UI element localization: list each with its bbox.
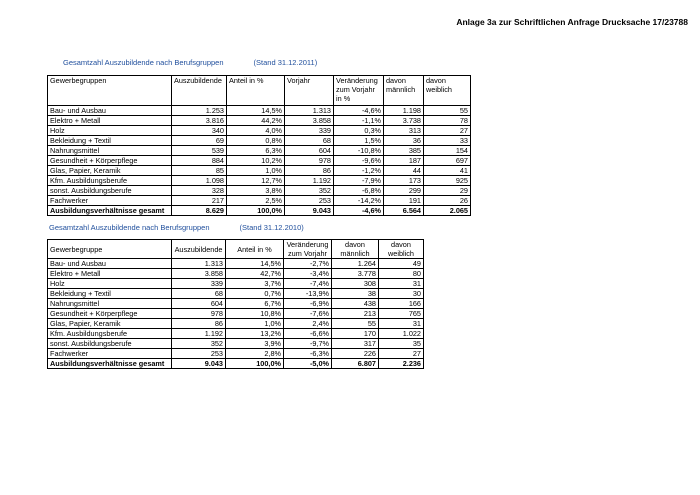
table-cell: 0,7% <box>226 289 284 299</box>
table-cell: -13,9% <box>284 289 332 299</box>
header-row <box>48 240 424 259</box>
table-row <box>48 279 424 289</box>
total-cell: 6.564 <box>384 206 424 216</box>
table-cell: 2,4% <box>284 319 332 329</box>
table-cell: 44,2% <box>227 116 285 126</box>
table-cell: 55 <box>332 319 379 329</box>
table-cell: 4,0% <box>227 126 285 136</box>
column-header: davon weiblich <box>379 240 424 259</box>
table-row <box>48 329 424 339</box>
table-row <box>48 176 471 186</box>
table-cell: -6,8% <box>334 186 384 196</box>
table-row <box>48 126 471 136</box>
table-cell: -9,6% <box>334 156 384 166</box>
table-cell: 187 <box>384 156 424 166</box>
total-cell: 8.629 <box>172 206 227 216</box>
table-cell: 1,0% <box>227 166 285 176</box>
table-cell: 33 <box>424 136 471 146</box>
table-cell: 978 <box>285 156 334 166</box>
table-cell: -10,8% <box>334 146 384 156</box>
column-header: Anteil in % <box>226 240 284 259</box>
table-cell: 3.858 <box>285 116 334 126</box>
table-cell: 3.816 <box>172 116 227 126</box>
column-header: Veränderung zum Vorjahr <box>284 240 332 259</box>
table-cell: 328 <box>172 186 227 196</box>
table-cell: 78 <box>424 116 471 126</box>
total-cell: -4,6% <box>334 206 384 216</box>
table-cell: 1.313 <box>172 259 226 269</box>
table-row <box>48 186 471 196</box>
total-cell: 100,0% <box>226 359 284 369</box>
column-header: davon männlich <box>332 240 379 259</box>
table-cell: 86 <box>172 319 226 329</box>
column-header: Gewerbegruppe <box>48 240 172 259</box>
table-cell: 13,2% <box>226 329 284 339</box>
table-2010-title: Gesamtzahl Auszubildende nach Berufsgruppen <box>49 223 210 232</box>
table-cell: 0,3% <box>334 126 384 136</box>
table-row <box>48 309 424 319</box>
table-cell: 299 <box>384 186 424 196</box>
table-cell: 12,7% <box>227 176 285 186</box>
table-cell: 49 <box>379 259 424 269</box>
total-cell: 9.043 <box>285 206 334 216</box>
table-2010-caption <box>49 223 304 232</box>
row-label: Bekleidung + Textil <box>48 136 172 146</box>
table-cell: 3.738 <box>384 116 424 126</box>
total-label: Ausbildungsverhältnisse gesamt <box>48 359 172 369</box>
row-label: Kfm. Ausbildungsberufe <box>48 329 172 339</box>
total-cell: 2.236 <box>379 359 424 369</box>
table-cell: -4,6% <box>334 106 384 116</box>
total-cell: 6.807 <box>332 359 379 369</box>
table-cell: 226 <box>332 349 379 359</box>
row-label: Bau- und Ausbau <box>48 106 172 116</box>
row-label: Glas, Papier, Keramik <box>48 319 172 329</box>
table-cell: -7,6% <box>284 309 332 319</box>
table-row <box>48 146 471 156</box>
table-row <box>48 289 424 299</box>
table-cell: 3,7% <box>226 279 284 289</box>
table-cell: 26 <box>424 196 471 206</box>
table-2011-title: Gesamtzahl Auszubildende nach Berufsgruppen <box>63 58 224 67</box>
table-cell: -3,4% <box>284 269 332 279</box>
table-cell: 3,9% <box>226 339 284 349</box>
table-cell: 55 <box>424 106 471 116</box>
table-cell: 539 <box>172 146 227 156</box>
table-cell: 36 <box>384 136 424 146</box>
table-cell: -7,4% <box>284 279 332 289</box>
table-cell: 42,7% <box>226 269 284 279</box>
table-cell: -7,9% <box>334 176 384 186</box>
table-cell: 10,2% <box>227 156 285 166</box>
table-row <box>48 116 471 126</box>
table-cell: 85 <box>172 166 227 176</box>
row-label: Holz <box>48 279 172 289</box>
table-cell: 385 <box>384 146 424 156</box>
row-label: Gesundheit + Körperpflege <box>48 309 172 319</box>
table-2011-stand: (Stand 31.12.2011) <box>253 58 318 67</box>
row-label: Kfm. Ausbildungsberufe <box>48 176 172 186</box>
column-header: Anteil in % <box>227 76 285 106</box>
table-row <box>48 106 471 116</box>
table-cell: -2,7% <box>284 259 332 269</box>
table-cell: 308 <box>332 279 379 289</box>
table-cell: 340 <box>172 126 227 136</box>
table-row <box>48 136 471 146</box>
table-cell: 3,8% <box>227 186 285 196</box>
table-cell: -14,2% <box>334 196 384 206</box>
table-row <box>48 259 424 269</box>
table-cell: 27 <box>379 349 424 359</box>
total-cell: 2.065 <box>424 206 471 216</box>
total-label: Ausbildungsverhältnisse gesamt <box>48 206 172 216</box>
table-cell: -1,1% <box>334 116 384 126</box>
row-label: Fachwerker <box>48 349 172 359</box>
table-cell: 213 <box>332 309 379 319</box>
column-header: Auszubildende <box>172 240 226 259</box>
table-cell: 253 <box>172 349 226 359</box>
table-cell: 80 <box>379 269 424 279</box>
table-cell: -1,2% <box>334 166 384 176</box>
table-cell: 6,7% <box>226 299 284 309</box>
table-cell: 1.192 <box>172 329 226 339</box>
table-row <box>48 319 424 329</box>
table-cell: 2,5% <box>227 196 285 206</box>
table-cell: 14,5% <box>226 259 284 269</box>
table-cell: 438 <box>332 299 379 309</box>
table-cell: 27 <box>424 126 471 136</box>
column-header: Auszubildende <box>172 76 227 106</box>
table-cell: 1.198 <box>384 106 424 116</box>
table-2011-caption <box>63 58 317 67</box>
table-cell: 38 <box>332 289 379 299</box>
column-header: Vorjahr <box>285 76 334 106</box>
total-row <box>48 359 424 369</box>
row-label: Nahrungsmittel <box>48 299 172 309</box>
table-cell: 173 <box>384 176 424 186</box>
table-row <box>48 299 424 309</box>
row-label: Elektro + Metall <box>48 116 172 126</box>
table-cell: 765 <box>379 309 424 319</box>
table-cell: 154 <box>424 146 471 156</box>
table-row <box>48 339 424 349</box>
table-cell: 69 <box>172 136 227 146</box>
table-cell: 41 <box>424 166 471 176</box>
column-header: davon weiblich <box>424 76 471 106</box>
table-row <box>48 166 471 176</box>
table-cell: -6,3% <box>284 349 332 359</box>
column-header: davon männlich <box>384 76 424 106</box>
table-cell: 604 <box>285 146 334 156</box>
table-cell: 166 <box>379 299 424 309</box>
table-cell: 1.192 <box>285 176 334 186</box>
table-row <box>48 349 424 359</box>
table-cell: -6,6% <box>284 329 332 339</box>
table-2010 <box>47 239 424 369</box>
table-cell: 253 <box>285 196 334 206</box>
row-label: sonst. Ausbildungsberufe <box>48 339 172 349</box>
table-2011-body <box>48 76 471 216</box>
document-header: Anlage 3a zur Schriftlichen Anfrage Drucksache 17/23788 <box>456 17 688 27</box>
table-cell: 697 <box>424 156 471 166</box>
header-row <box>48 76 471 106</box>
row-label: sonst. Ausbildungsberufe <box>48 186 172 196</box>
table-cell: 35 <box>379 339 424 349</box>
table-cell: 1,0% <box>226 319 284 329</box>
table-cell: 14,5% <box>227 106 285 116</box>
table-row <box>48 269 424 279</box>
table-cell: 1.022 <box>379 329 424 339</box>
total-row <box>48 206 471 216</box>
table-cell: 339 <box>285 126 334 136</box>
table-cell: 44 <box>384 166 424 176</box>
table-cell: 0,8% <box>227 136 285 146</box>
table-row <box>48 196 471 206</box>
table-cell: 68 <box>285 136 334 146</box>
table-cell: 3.778 <box>332 269 379 279</box>
table-cell: 1.264 <box>332 259 379 269</box>
table-cell: 170 <box>332 329 379 339</box>
table-cell: 30 <box>379 289 424 299</box>
table-cell: 925 <box>424 176 471 186</box>
table-cell: 352 <box>285 186 334 196</box>
row-label: Glas, Papier, Keramik <box>48 166 172 176</box>
table-cell: 31 <box>379 319 424 329</box>
row-label: Gesundheit + Körperpflege <box>48 156 172 166</box>
total-cell: -5,0% <box>284 359 332 369</box>
row-label: Bekleidung + Textil <box>48 289 172 299</box>
column-header: Veränderung zum Vorjahr in % <box>334 76 384 106</box>
table-cell: 1.098 <box>172 176 227 186</box>
table-cell: 1.253 <box>172 106 227 116</box>
table-cell: 339 <box>172 279 226 289</box>
row-label: Nahrungsmittel <box>48 146 172 156</box>
row-label: Holz <box>48 126 172 136</box>
table-cell: 29 <box>424 186 471 196</box>
table-cell: 978 <box>172 309 226 319</box>
table-cell: 1,5% <box>334 136 384 146</box>
table-cell: 1.313 <box>285 106 334 116</box>
table-row <box>48 156 471 166</box>
total-cell: 100,0% <box>227 206 285 216</box>
total-cell: 9.043 <box>172 359 226 369</box>
table-cell: 352 <box>172 339 226 349</box>
table-cell: 313 <box>384 126 424 136</box>
table-cell: 217 <box>172 196 227 206</box>
row-label: Fachwerker <box>48 196 172 206</box>
row-label: Elektro + Metall <box>48 269 172 279</box>
table-cell: -9,7% <box>284 339 332 349</box>
table-cell: 31 <box>379 279 424 289</box>
table-cell: 6,3% <box>227 146 285 156</box>
table-cell: -6,9% <box>284 299 332 309</box>
table-2010-body <box>48 240 424 369</box>
row-label: Bau- und Ausbau <box>48 259 172 269</box>
table-cell: 884 <box>172 156 227 166</box>
column-header: Gewerbegruppen <box>48 76 172 106</box>
table-cell: 191 <box>384 196 424 206</box>
table-cell: 317 <box>332 339 379 349</box>
table-cell: 68 <box>172 289 226 299</box>
table-cell: 2,8% <box>226 349 284 359</box>
table-2011 <box>47 75 471 216</box>
table-cell: 10,8% <box>226 309 284 319</box>
table-cell: 604 <box>172 299 226 309</box>
table-cell: 86 <box>285 166 334 176</box>
table-2010-stand: (Stand 31.12.2010) <box>239 223 304 232</box>
table-cell: 3.858 <box>172 269 226 279</box>
